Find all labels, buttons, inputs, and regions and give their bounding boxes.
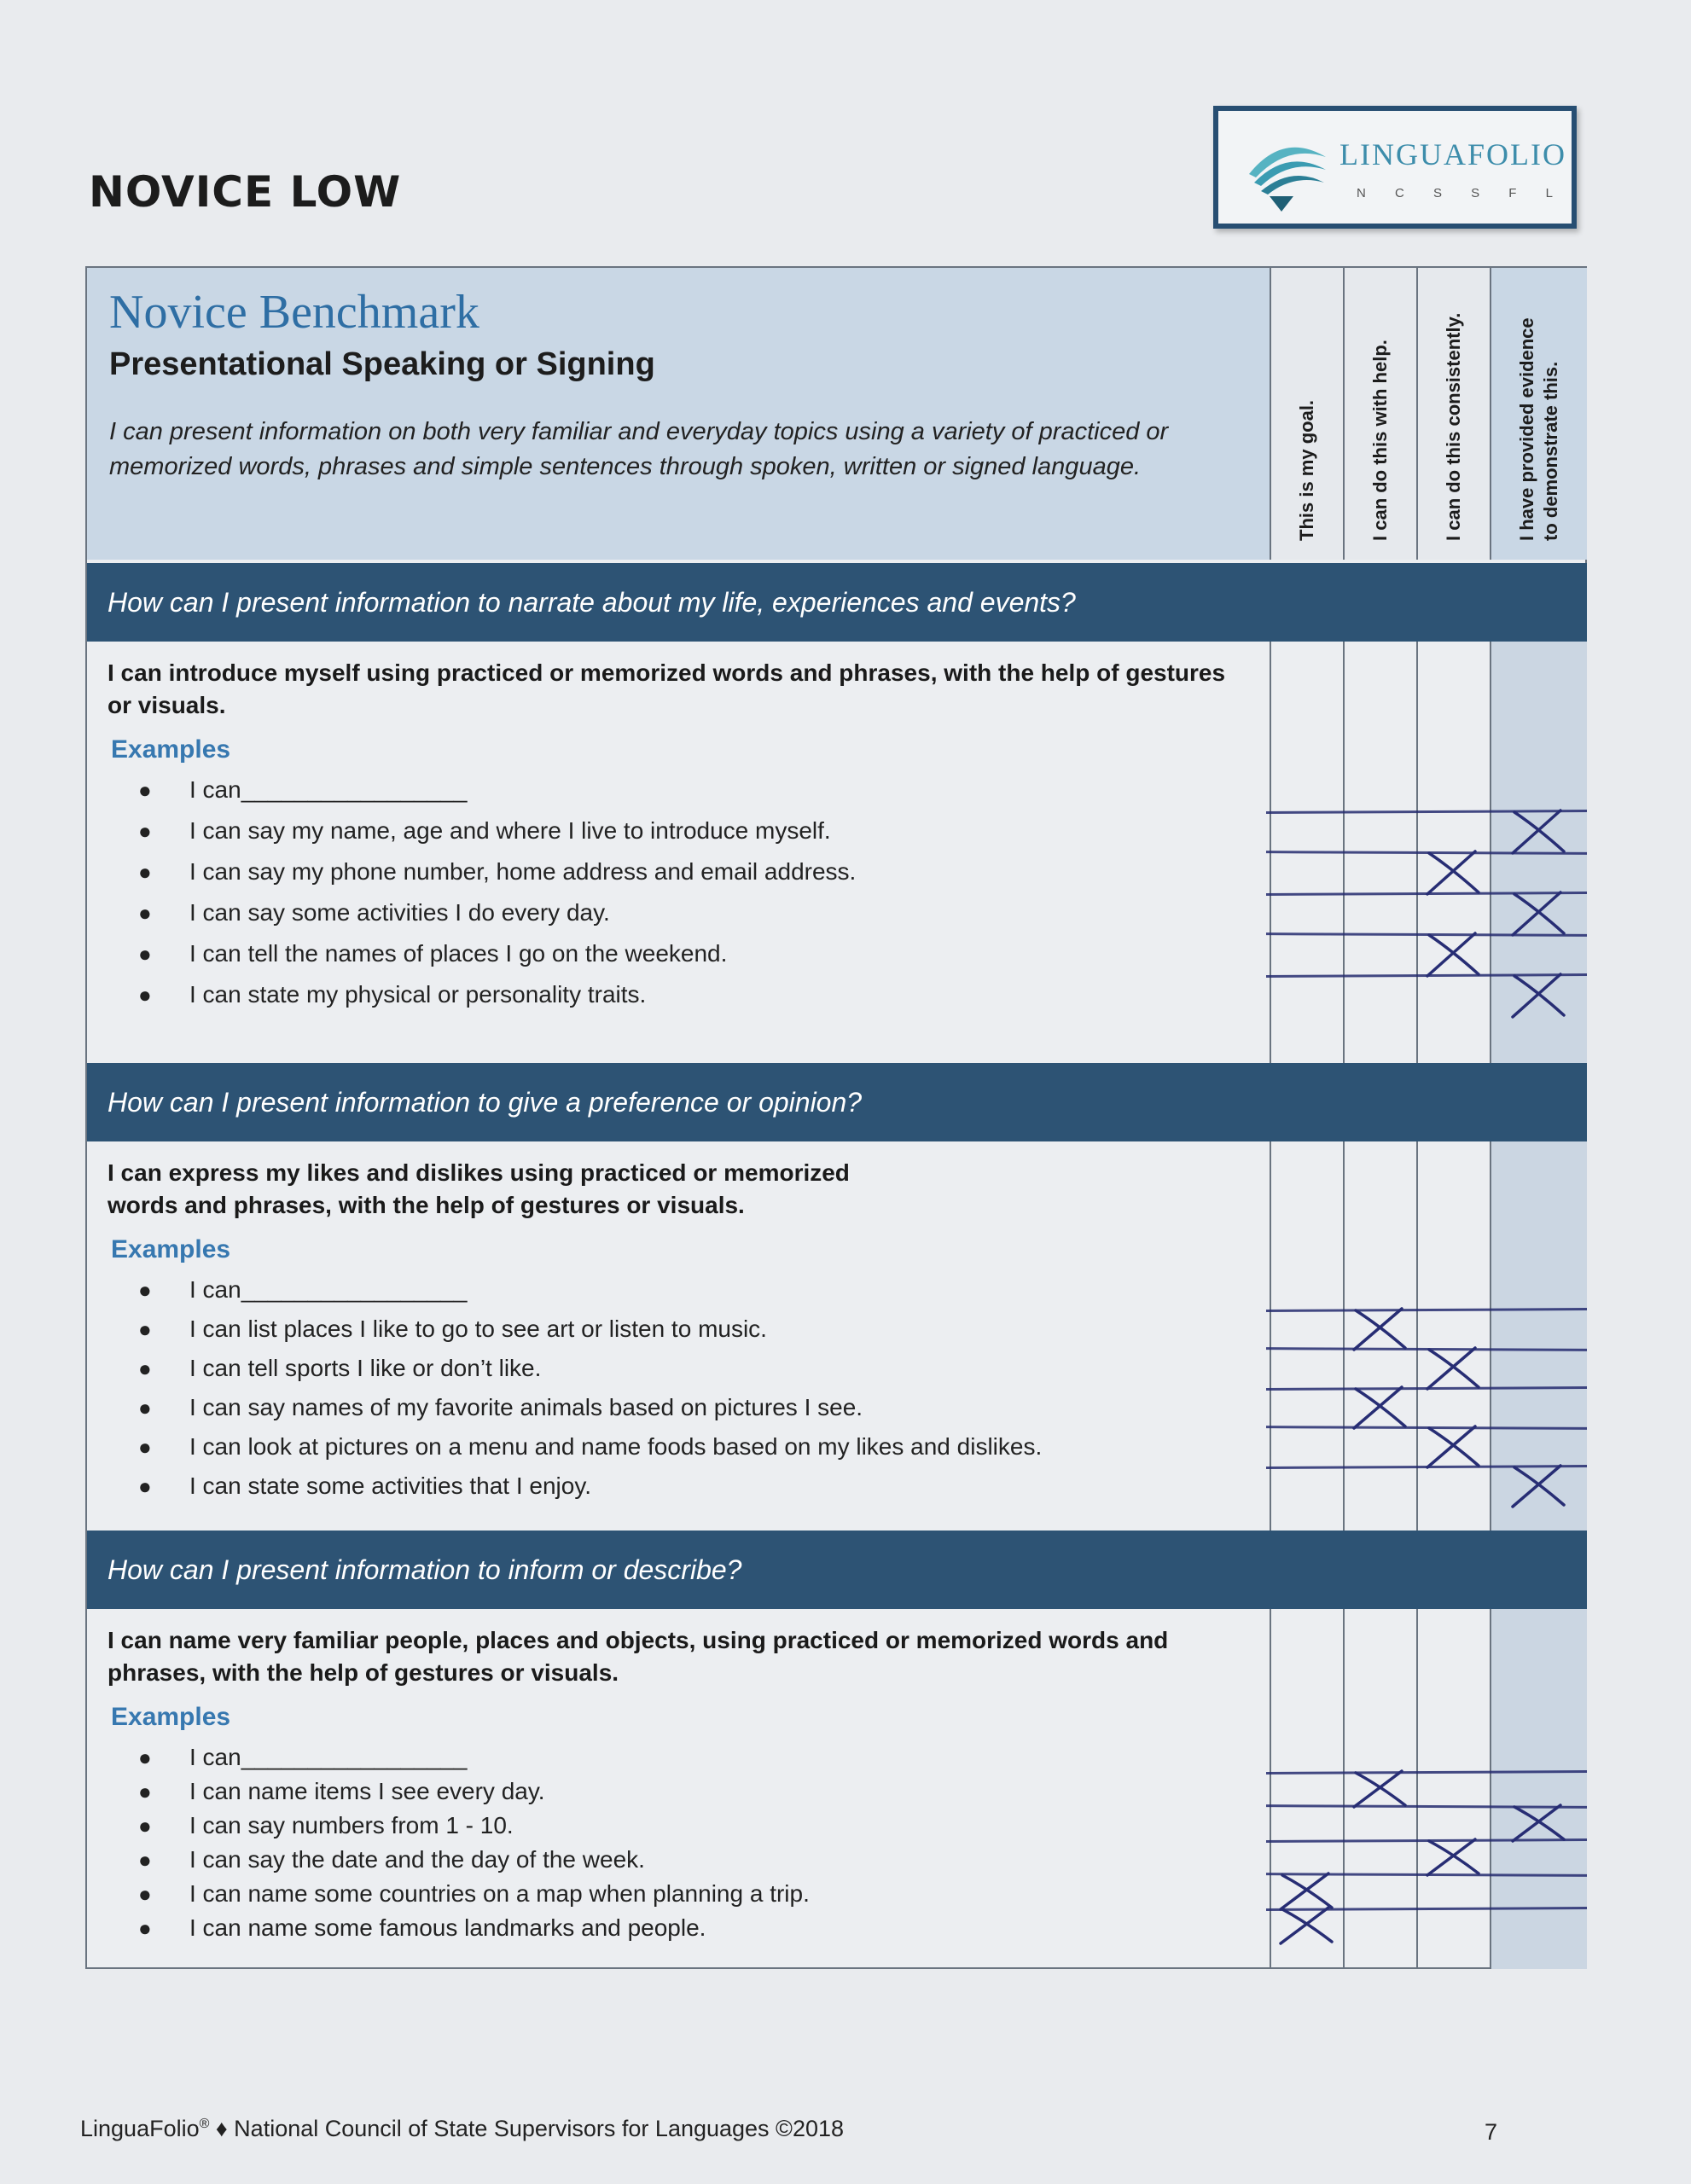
- check-x-mark-icon: [1504, 1804, 1572, 1844]
- bullet-icon: ●: [138, 818, 152, 844]
- example-item: ● I can say names of my favorite animals based on pictures I see.: [138, 1394, 863, 1420]
- logo-letters: N C S S F L: [1357, 186, 1553, 200]
- example-item: ● I can tell sports I like or don’t like.: [138, 1355, 542, 1381]
- check-x-mark-icon: [1419, 932, 1487, 979]
- bullet-icon: ●: [138, 1434, 152, 1460]
- check-x-mark-icon: [1504, 1464, 1572, 1510]
- check-x-mark-icon: [1345, 1769, 1414, 1810]
- benchmark-sheet: [85, 266, 1587, 1969]
- check-x-mark-icon: [1345, 1307, 1414, 1353]
- level-title: NOVICE LOW: [89, 167, 402, 217]
- check-x-mark-icon: [1345, 1385, 1414, 1432]
- bullet-icon: ●: [138, 982, 152, 1008]
- bullet-icon: ●: [138, 1395, 152, 1420]
- linguafolio-logo: [1213, 106, 1577, 229]
- example-item: ● I can name items I see every day.: [138, 1778, 545, 1804]
- example-item: ● I can look at pictures on a menu and name foods based on my likes and dislikes.: [138, 1433, 1043, 1460]
- example-item: ● I can name some famous landmarks and people.: [138, 1914, 706, 1941]
- example-item: ● I can say my name, age and where I live to introduce myself.: [138, 817, 831, 844]
- column-header-goal: This is my goal.: [1270, 268, 1343, 560]
- benchmark-title: Novice Benchmark: [109, 286, 479, 339]
- bullet-icon: ●: [138, 1316, 152, 1342]
- bullet-icon: ●: [138, 1745, 152, 1770]
- column-header-evidence: I have provided evidence to demonstrate this.: [1490, 268, 1587, 560]
- check-x-mark-icon: [1419, 1425, 1487, 1471]
- question-bar: How can I present information to inform or describe?: [87, 1531, 1587, 1609]
- example-item: ● I can_________________: [138, 1744, 468, 1770]
- logo-wordmark: LINGUAFOLIO: [1339, 137, 1566, 171]
- example-item: ● I can say the date and the day of the week.: [138, 1846, 645, 1873]
- example-item: ● I can tell the names of places I go on the weekend.: [138, 940, 728, 967]
- bullet-icon: ●: [138, 941, 152, 967]
- examples-label: Examples: [111, 735, 231, 764]
- example-item: ● I can say numbers from 1 - 10.: [138, 1812, 514, 1838]
- checkbox-column: [1270, 1141, 1343, 1531]
- bullet-icon: ●: [138, 1881, 152, 1907]
- bullet-icon: ●: [138, 900, 152, 926]
- example-item: ● I can_________________: [138, 1276, 468, 1303]
- bullet-icon: ●: [138, 859, 152, 885]
- question-bar: How can I present information to narrate about my life, experiences and events?: [87, 563, 1587, 642]
- bullet-icon: ●: [138, 1847, 152, 1873]
- example-item: ● I can state my physical or personality traits.: [138, 981, 647, 1008]
- question-bar: How can I present information to give a preference or opinion?: [87, 1063, 1587, 1141]
- can-do-statement: I can express my likes and dislikes using practiced or memorized words and phrases, with the help of gestures or visuals.: [108, 1159, 850, 1218]
- bullet-icon: ●: [138, 1813, 152, 1838]
- checkbox-column: [1416, 1141, 1490, 1531]
- check-x-mark-icon: [1272, 1906, 1340, 1947]
- check-x-mark-icon: [1504, 809, 1572, 857]
- example-item: ● I can say my phone number, home address and email address.: [138, 858, 857, 885]
- checkbox-column: [1416, 1609, 1490, 1969]
- bullet-icon: ●: [138, 1915, 152, 1941]
- example-item: ● I can_________________: [138, 776, 468, 803]
- bullet-icon: ●: [138, 1779, 152, 1804]
- logo-wave-icon: [1241, 123, 1334, 217]
- benchmark-header: [87, 268, 1270, 560]
- example-item: ● I can state some activities that I enjoy.: [138, 1472, 592, 1499]
- benchmark-subtitle: Presentational Speaking or Signing: [109, 346, 655, 382]
- check-x-mark-icon: [1504, 973, 1572, 1020]
- column-header-with-help: I can do this with help.: [1343, 268, 1416, 560]
- check-x-mark-icon: [1419, 850, 1487, 897]
- column-header-consistently: I can do this consistently.: [1416, 268, 1490, 560]
- can-do-statement: I can name very familiar people, places and objects, using practiced or memorized words and phrases, with the help of gestures or visuals.: [108, 1627, 1169, 1686]
- example-item: ● I can list places I like to go to see art or listen to music.: [138, 1316, 767, 1342]
- bullet-icon: ●: [138, 1277, 152, 1303]
- examples-label: Examples: [111, 1703, 231, 1731]
- examples-label: Examples: [111, 1235, 231, 1263]
- check-x-mark-icon: [1419, 1346, 1487, 1392]
- example-item: ● I can name some countries on a map when planning a trip.: [138, 1880, 810, 1907]
- page-number: 7: [1485, 2119, 1498, 2145]
- bullet-icon: ●: [138, 1473, 152, 1499]
- bullet-icon: ●: [138, 1356, 152, 1381]
- column-headers: [1270, 268, 1587, 560]
- check-x-mark-icon: [1419, 1838, 1487, 1879]
- footer: LinguaFolio® ♦ National Council of State Supervisors for Languages ©2018: [80, 2116, 845, 2141]
- checkbox-column: [1490, 1609, 1587, 1969]
- example-item: ● I can say some activities I do every day.: [138, 899, 610, 926]
- check-x-mark-icon: [1504, 891, 1572, 938]
- benchmark-description: I can present information on both very familiar and everyday topics using a variety of practiced or memorized words, phrases and simple sentences through spoken, written or signed language.: [109, 418, 1169, 480]
- can-do-statement: I can introduce myself using practiced or memorized words and phrases, with the help of gestures or visuals.: [108, 659, 1226, 718]
- bullet-icon: ●: [138, 777, 152, 803]
